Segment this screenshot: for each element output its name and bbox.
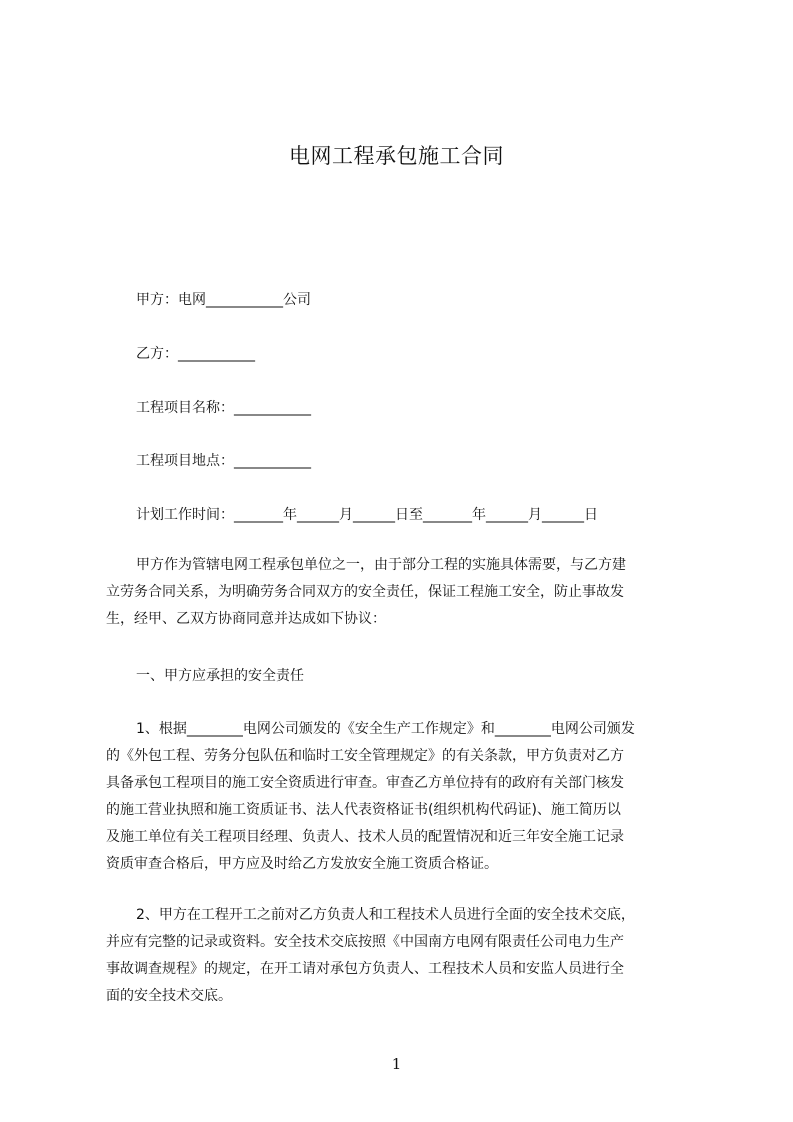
document-title: 电网工程承包施工合同 — [289, 144, 504, 168]
planned-work-time-field: 计划工作时间：_______年______月______日至_______年______月______日 — [136, 507, 598, 523]
clause-line: 事故调查规程》的规定，在开工请对承包方负责人、工程技术人员和安监人员进行全 — [106, 961, 624, 977]
intro-line: 立劳务合同关系，为明确劳务合同双方的安全责任，保证工程施工安全，防止事故发 — [106, 584, 624, 600]
clause-line: 具备承包工程项目的施工安全资质进行审查。审查乙方单位持有的政府有关部门核发 — [106, 775, 624, 791]
project-name-field: 工程项目名称：___________ — [136, 400, 311, 416]
section-heading: 一、甲方应承担的安全责任 — [136, 668, 304, 684]
party-a-field: 甲方：电网___________公司 — [136, 292, 311, 308]
intro-line: 甲方作为管辖电网工程承包单位之一，由于部分工程的实施具体需要，与乙方建 — [136, 557, 626, 573]
clause-line: 1、根据________电网公司颁发的《安全生产工作规定》和________电网公司颁发 — [136, 721, 635, 737]
clause-line: 的施工营业执照和施工资质证书、法人代表资格证书(组织机构代码证)、施工简历以 — [106, 802, 621, 818]
intro-line: 生，经甲、乙双方协商同意并达成如下协议： — [106, 611, 386, 627]
party-b-field: 乙方：___________ — [136, 346, 255, 362]
clause-line: 并应有完整的记录或资料。安全技术交底按照《中国南方电网有限责任公司电力生产 — [106, 934, 624, 950]
clause-line: 资质审查合格后，甲方应及时给乙方发放安全施工资质合格证。 — [106, 856, 498, 872]
clause-line: 的《外包工程、劳务分包队伍和临时工安全管理规定》的有关条款，甲方负责对乙方 — [106, 748, 624, 764]
clause-line: 2、甲方在工程开工之前对乙方负责人和工程技术人员进行全面的安全技术交底， — [136, 907, 635, 923]
clause-line: 面的安全技术交底。 — [106, 988, 232, 1004]
project-location-field: 工程项目地点：___________ — [136, 453, 311, 469]
clause-2-paragraph — [106, 902, 722, 1010]
page-number: 1 — [391, 1055, 402, 1073]
clause-1-paragraph — [106, 716, 722, 878]
intro-paragraph — [106, 552, 722, 633]
clause-line: 及施工单位有关工程项目经理、负责人、技术人员的配置情况和近三年安全施工记录 — [106, 829, 624, 845]
